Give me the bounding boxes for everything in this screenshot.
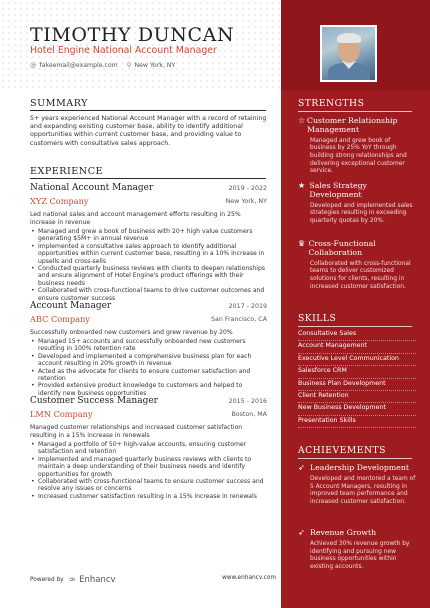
job-description: Led national sales and account management efforts resulting in 25% increase in revenue [30,211,241,226]
strength-text: Collaborated with cross-functional teams to deliver customized solutions for clients, resulting in increased customer satisfaction. [310,260,411,290]
powered-by-label: Powered by [30,577,64,583]
contact-email[interactable] [30,61,118,69]
job-dates: 2019 - 2022 [228,185,267,192]
summary-text: 5+ years experienced National Account Manager with a record of retaining and expanding existing customer base, ability to identify additional opportunities within current customer base, and providing value to customers with consultative sales approach. [30,115,267,147]
achievement-title: Leadership Development [310,463,409,472]
job-company: LMN Company [30,409,93,419]
job-company: XYZ Company [30,196,89,206]
job-bullet: • Managed 15+ accounts and successfully onboarded new customers resulting in 100% retention rate [30,338,267,353]
star-filled-icon: ★ [298,181,306,190]
skills-heading: SKILLS [298,313,337,324]
job-location: San Francisco, CA [211,316,267,323]
job-entry [30,396,267,500]
summary-divider [30,110,266,111]
strength-item [298,181,416,226]
job-bullet: • Managed a portfolio of 50+ high-value accounts, ensuring customer satisfaction and retention [30,441,267,456]
skills-divider [298,326,412,327]
enhancv-logo-icon: ∞ [68,575,77,585]
footer-powered-by [30,575,116,585]
at-icon: @ [30,61,37,69]
achievement-text: Developed and mentored a team of 5 Account Managers, resulting in improved team performance and increased customer satisfaction. [310,476,416,506]
strength-title: Customer Relationship Management [307,116,398,135]
main-column [0,90,281,608]
profile-photo [320,25,377,82]
contact-info [30,61,184,69]
contact-location [127,61,175,69]
strength-item [298,239,416,291]
resume-header [0,0,281,90]
strengths-divider [298,111,412,112]
pin-icon: ⚲ [126,61,132,69]
job-title: National Account Manager [30,183,154,193]
job-description: Managed customer relationships and increased customer satisfaction resulting in a 15% increase in renewals [30,424,243,439]
enhancv-logo[interactable] [69,575,116,585]
job-dates: 2017 - 2019 [228,303,267,310]
strength-text: Developed and implemented sales strategies resulting in exceeding quarterly quotas by 20%. [310,202,413,225]
job-dates: 2015 - 2016 [228,398,267,405]
candidate-role: Hotel Engine National Account Manager [30,45,217,56]
job-description: Successfully onboarded new customers and grew revenue by 20% [30,329,233,336]
job-bullet: • Acted as the advocate for clients to ensure customer satisfaction and retention [30,368,267,383]
job-bullet: • Implemented a consultative sales approach to identify additional opportunities within current customer base, resulting in a 10% increase in upsells and cross-sells [30,243,267,265]
achievement-item [298,463,416,507]
job-bullet: • Managed and grew a book of business with 20+ high value customers generating $5M+ in annual revenue [30,228,267,243]
strengths-heading: STRENGTHS [298,98,365,109]
experience-heading: EXPERIENCE [30,166,104,177]
achievements-heading: ACHIEVEMENTS [298,445,386,456]
job-bullet: • Increased customer satisfaction resulting in a 15% increase in renewals [30,493,267,500]
job-bullet: • Developed and implemented a comprehensive business plan for each account resulting in 20% growth in revenue [30,353,267,368]
rocket-icon: ➶ [298,463,305,472]
achievement-item [298,528,416,572]
skill-item: Executive Level Communication [298,354,416,366]
job-location: Boston, MA [231,411,267,418]
job-location: New York, NY [225,198,267,205]
job-entry [30,301,267,397]
experience-divider [30,178,266,179]
email-text: fakeemail@example.com [39,61,118,69]
skill-item: New Business Development [298,403,416,415]
strength-item [298,116,416,176]
photo-hair [337,33,361,43]
job-title: Account Manager [30,301,112,311]
job-bullet: • Collaborated with cross-functional teams to ensure customer success and resolve any issues or concerns [30,478,267,493]
job-bullet: • Provided extensive product knowledge to customers and helped to identify new business opportunities [30,382,267,397]
trophy-icon: ♛ [298,239,306,248]
skill-item: Business Plan Development [298,379,416,391]
strength-title: Cross-Functional Collaboration [308,239,376,258]
job-bullet: • Implemented and managed quarterly business reviews with clients to maintain a deep understanding of their business needs and identify opportunities for growth [30,456,267,478]
skill-item: Salesforce CRM [298,366,416,378]
summary-heading: SUMMARY [30,98,88,109]
job-entry [30,183,267,302]
candidate-name: TIMOTHY DUNCAN [30,24,235,46]
job-bullets [30,338,267,397]
rocket-icon: ➶ [298,528,305,537]
star-outline-icon: ☆ [298,116,306,125]
brand-name: Enhancv [79,575,116,585]
skill-item: Account Management [298,341,416,353]
skill-item: Client Retention [298,391,416,403]
job-bullets [30,228,267,302]
job-company: ABC Company [30,314,90,324]
job-bullets [30,441,267,500]
job-bullet: • Collaborated with cross-functional teams to drive customer outcomes and ensure customer success [30,287,267,302]
achievement-title: Revenue Growth [310,528,377,537]
strength-title: Sales Strategy Development [309,181,367,200]
job-title: Customer Success Manager [30,396,158,406]
achievements-divider [298,458,412,459]
achievement-text: Achieved 30% revenue growth by identifying and pursuing new business opportunities within existing accounts. [310,541,410,571]
skill-item: Consultative Sales [298,329,416,341]
sidebar [281,0,430,608]
footer-url[interactable]: www.enhancv.com [222,575,277,581]
skills-list [298,329,416,428]
location-text: New York, NY [134,61,176,69]
strength-text: Managed and grew book of business by 25% YoY through building strong relationships and delivering exceptional customer service. [310,137,407,175]
skill-item: Presentation Skills [298,416,416,428]
job-bullet: • Conducted quarterly business reviews with clients to deepen relationships and ensure alignment of Hotel Engine's product offerings with their business needs [30,265,267,287]
